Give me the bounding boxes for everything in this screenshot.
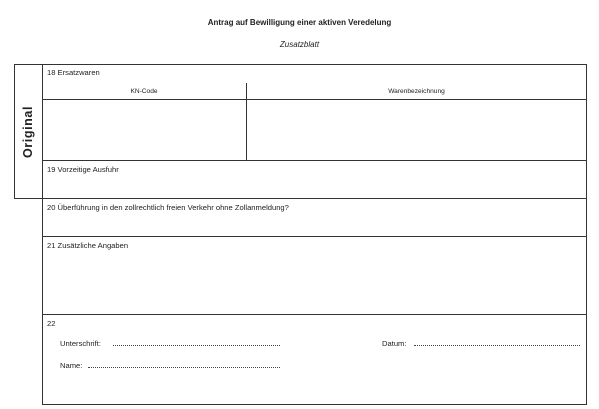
field-21-label: 21 Zusätzliche Angaben [47,241,129,250]
frame-bottom-line [42,404,587,405]
field-19-label: 19 Vorzeitige Ausfuhr [47,165,119,174]
field-19-bottom-line [42,198,587,199]
frame-top-line [14,64,587,65]
name-dotted-field[interactable] [88,367,280,368]
date-dotted-field[interactable] [414,345,580,346]
form-title: Antrag auf Bewilligung einer aktiven Veredelung [207,18,392,27]
warenbezeichnung-column-header: Warenbezeichnung [388,88,445,95]
signature-label: Unterschrift: [60,339,101,348]
field-20-input-area[interactable] [43,214,586,236]
field-21-input-area[interactable] [43,253,586,314]
original-box-bottom-line [14,198,43,199]
signature-dotted-field[interactable] [113,345,280,346]
field-19-input-area[interactable] [43,176,586,197]
field-18-bottom-line [42,160,587,161]
field-18-label: 18 Ersatzwaren [47,68,100,77]
original-side-label [14,66,42,198]
kn-code-input-area[interactable] [43,100,246,160]
kn-code-column-header: KN-Code [130,88,158,95]
frame-right-line [586,64,587,405]
date-label: Datum: [382,339,407,348]
field-22-label: 22 [47,319,56,328]
field-21-bottom-line [42,314,587,315]
name-label: Name: [60,361,83,370]
warenbezeichnung-input-area[interactable] [247,100,586,160]
form-subtitle: Zusatzblatt [279,40,320,49]
field-20-label: 20 Überführung in den zollrechtlich freien Verkehr ohne Zollanmeldung? [47,203,289,212]
original-label-text: Original [21,105,35,159]
field-20-bottom-line [42,236,587,237]
